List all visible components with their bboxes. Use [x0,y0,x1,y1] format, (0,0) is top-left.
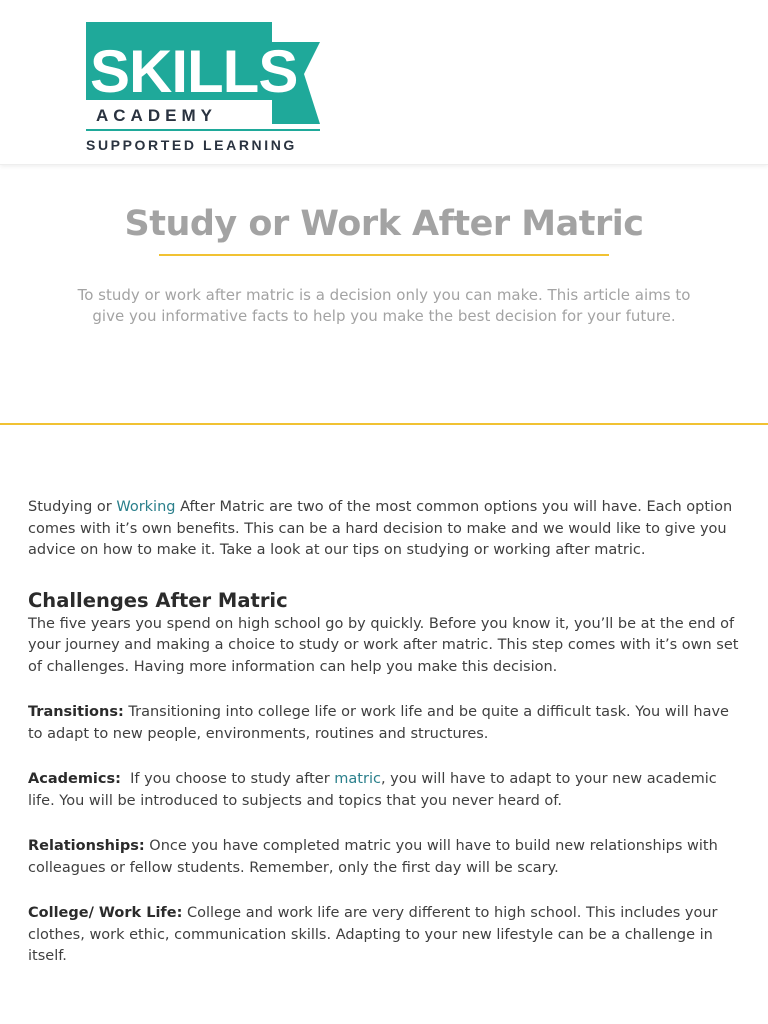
title-underline [159,254,609,256]
logo-tagline-text: SUPPORTED LEARNING [86,137,297,153]
challenges-lead: The five years you spend on high school go by quickly. Before you know it, you’ll be at the end of your journey and making a choice to study or work after matric. This step comes with it’s own set of challenges. Having more information can help you make this decision. [28,615,739,675]
challenge-item-college-work-life [28,903,740,968]
challenge-text: If you choose to study after [120,771,335,787]
challenge-term: Academics: [28,771,121,787]
page-subtitle [40,285,728,327]
matric-link[interactable]: matric [334,771,381,787]
challenge-term: College/ Work Life: [28,905,183,921]
working-link[interactable]: Working [116,499,176,515]
challenge-item-transitions [28,702,740,745]
challenge-term: Relationships: [28,838,145,854]
logo-brand-text: SKILLS [90,38,298,105]
intro-text-end: After Matric are two of the most common options you will have. Each option comes with it’s own benefits. This can be a hard decision to make and we would like to give you advice on how to make it. Take a look at our tips on studying or working after matric. [28,499,733,558]
logo-sub-text: ACADEMY [96,106,217,125]
subtitle-line-2: give you informative facts to help you make the best decision for your future. [92,307,676,325]
article-body [28,497,740,968]
page-title: Study or Work After Matric [124,204,644,244]
challenges-heading: Challenges After Matric [28,588,288,612]
section-divider [0,423,768,425]
site-header [0,0,768,165]
challenge-text: , you will have to adapt to your new academic life. You will be introduced to subjects and topics that you never heard of. [28,771,717,809]
challenge-text: College and work life are very different to high school. This includes your clothes, work ethic, communication skills. Adapting to your new lifestyle can be a challenge in itself. [28,905,718,964]
challenge-term: Transitions: [28,704,124,720]
intro-paragraph [28,497,740,562]
challenge-item-academics [28,769,740,812]
intro-text-start: Studying or [28,499,117,515]
skills-academy-logo[interactable] [84,20,324,156]
subtitle-line-1: To study or work after matric is a decision only you can make. This article aims to [77,286,691,304]
challenge-text: Once you have completed matric you will have to build new relationships with colleagues or fellow students. Remember, only the first day will be scary. [28,838,718,876]
challenge-text: Transitioning into college life or work life and be quite a difficult task. You will have to adapt to new people, environments, routines and structures. [28,704,729,742]
challenge-item-relationships [28,836,740,879]
